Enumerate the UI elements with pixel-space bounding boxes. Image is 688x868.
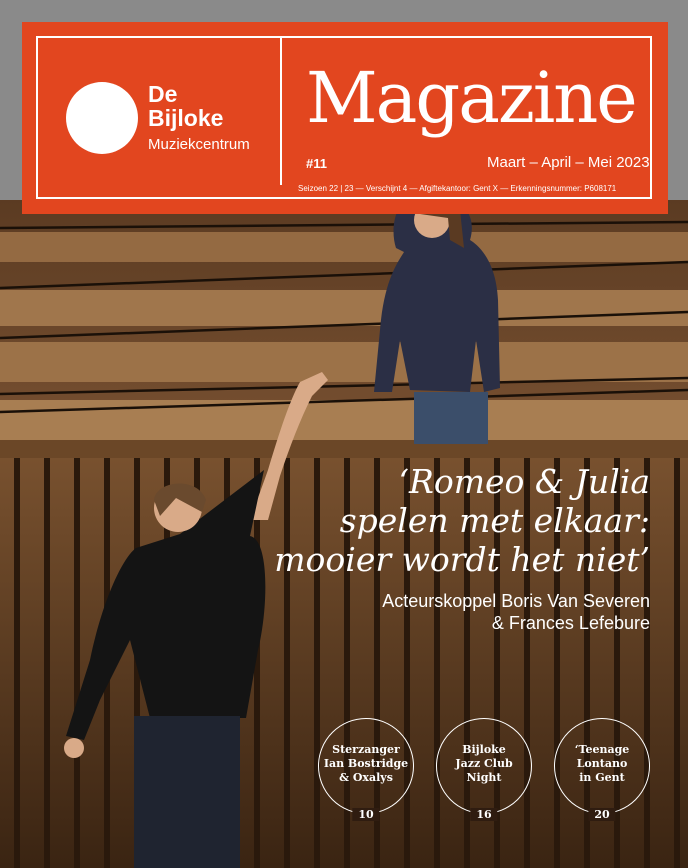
teaser-page-number: 16 [470, 808, 497, 821]
masthead [22, 22, 668, 214]
subhead-line1: Acteurskoppel Boris Van Severen [382, 591, 650, 611]
subhead-line2: & Frances Lefebure [491, 613, 650, 633]
logo-name [148, 82, 223, 130]
teaser-line: & Oxalys [339, 771, 393, 784]
teaser-line: Lontano [576, 757, 628, 770]
teaser-line: Sterzanger [332, 743, 400, 756]
magazine-title: Magazine [306, 57, 636, 139]
masthead-fineprint: Seizoen 22 | 23 — Verschijnt 4 — Afgiftekantoor: Gent X — Erkenningsnummer: P608171 [298, 184, 617, 193]
logo-name-line1: De [148, 81, 178, 107]
headline-line2: spelen met elkaar: [339, 501, 650, 540]
masthead-divider [280, 36, 282, 185]
teaser-text [555, 743, 649, 785]
logo-circle-icon [66, 82, 138, 154]
cover-headline [274, 462, 650, 579]
teaser-text [319, 743, 413, 785]
teaser-line: Night [466, 771, 502, 784]
logo-name-line2: Bijloke [148, 105, 224, 131]
teaser-lontano[interactable] [554, 718, 650, 821]
teaser-text [437, 743, 531, 785]
issue-date: Maart – April – Mei 2023 [487, 154, 650, 171]
teaser-page-number: 10 [352, 808, 379, 821]
issue-number: #11 [306, 156, 327, 171]
teaser-line: Bijloke [462, 743, 506, 756]
headline-line1: ‘Romeo & Julia [398, 462, 650, 501]
teaser-line: Jazz Club [455, 757, 513, 770]
headline-line3: mooier wordt het niet’ [274, 540, 650, 579]
teaser-ian-bostridge[interactable] [318, 718, 414, 821]
teaser-line: in Gent [579, 771, 625, 784]
teaser-jazz-club[interactable] [436, 718, 532, 821]
teaser-page-number: 20 [588, 808, 615, 821]
logo-subtitle: Muziekcentrum [148, 136, 250, 153]
cover-subheadline [382, 590, 650, 634]
teaser-line: Ian Bostridge [323, 757, 409, 770]
teaser-line: ‘Teenage [574, 743, 630, 756]
